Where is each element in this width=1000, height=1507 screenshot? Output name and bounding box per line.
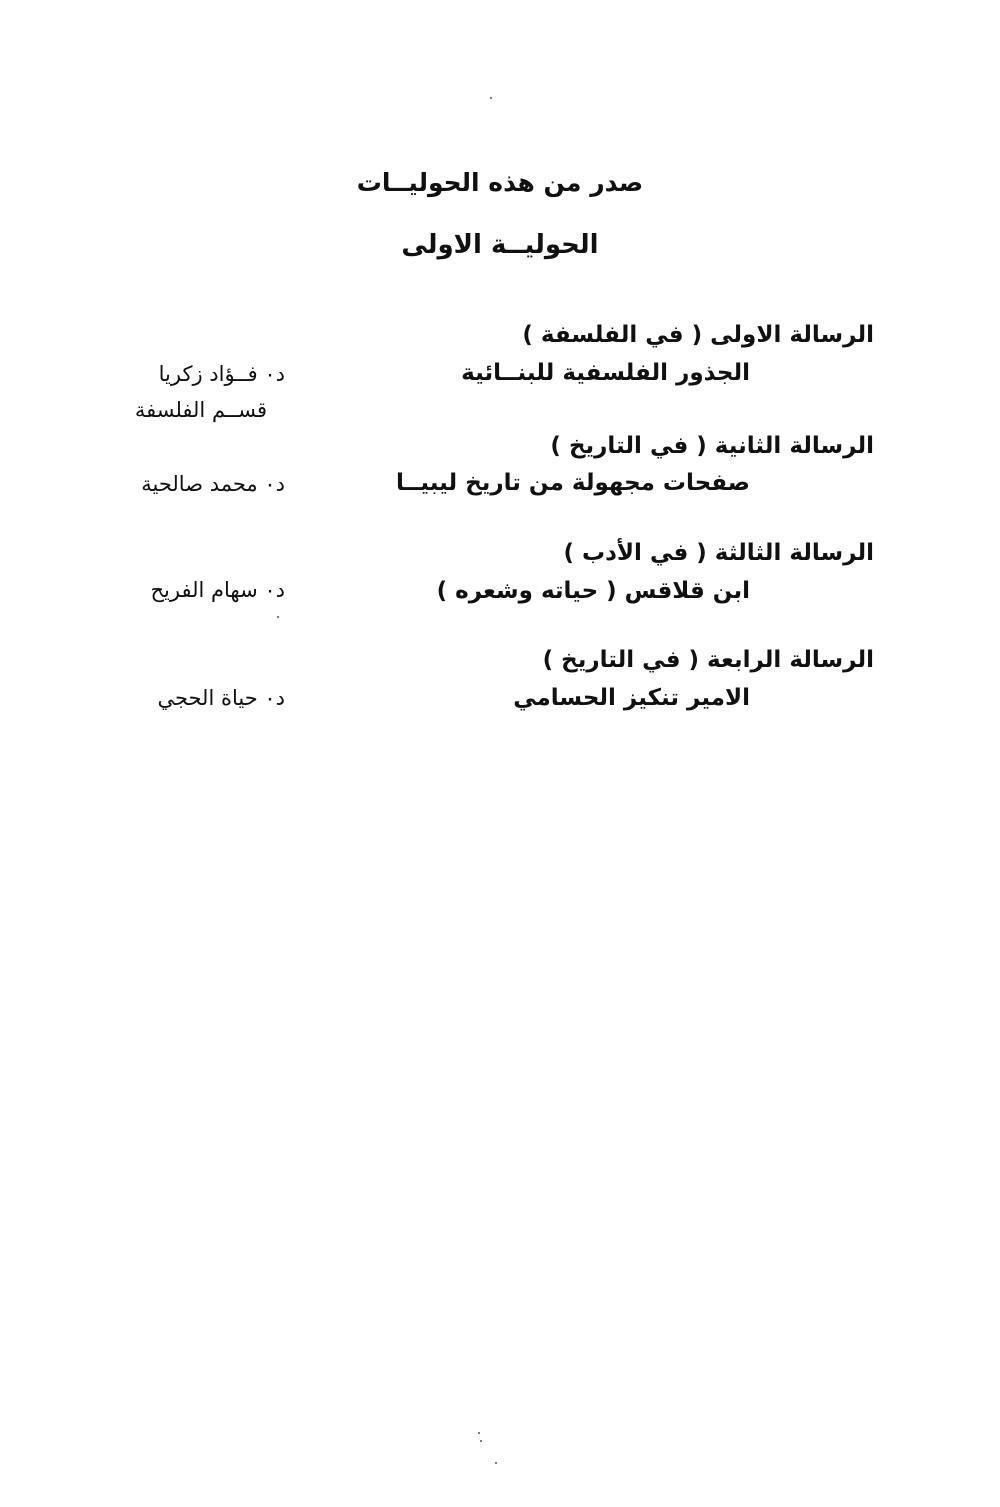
page-subheading: الحوليــة الاولى bbox=[401, 230, 599, 260]
entry-2-author: د٠ محمد صالحية bbox=[141, 472, 285, 496]
scan-speck bbox=[495, 1462, 497, 1464]
entry-1-author: د٠ فــؤاد زكريا bbox=[158, 362, 285, 386]
entry-2-title: صفحات مجهولة من تاريخ ليبيــا bbox=[396, 470, 750, 496]
entry-1-label: الرسالة الاولى ( في الفلسفة ) bbox=[522, 322, 874, 348]
entry-4-author: د٠ حياة الحجي bbox=[157, 686, 285, 710]
scan-speck bbox=[478, 1432, 480, 1434]
entry-3-label: الرسالة الثالثة ( في الأدب ) bbox=[563, 540, 874, 566]
entry-4-title: الامير تنكيز الحسامي bbox=[513, 685, 750, 711]
entry-2-label: الرسالة الثانية ( في التاريخ ) bbox=[550, 433, 874, 459]
entry-1-department: قســم الفلسفة bbox=[134, 398, 267, 422]
scan-speck bbox=[277, 616, 279, 618]
scan-speck bbox=[480, 1440, 482, 1442]
entry-4-label: الرسالة الرابعة ( في التاريخ ) bbox=[542, 647, 874, 673]
entry-1-title: الجذور الفلسفية للبنــائية bbox=[461, 360, 750, 386]
page-heading: صدر من هذه الحوليــات bbox=[356, 168, 644, 197]
scan-speck bbox=[490, 97, 492, 99]
entry-3-author: د٠ سهام الفريح bbox=[150, 578, 285, 602]
entry-3-title: ابن قلاقس ( حياته وشعره ) bbox=[436, 578, 750, 604]
